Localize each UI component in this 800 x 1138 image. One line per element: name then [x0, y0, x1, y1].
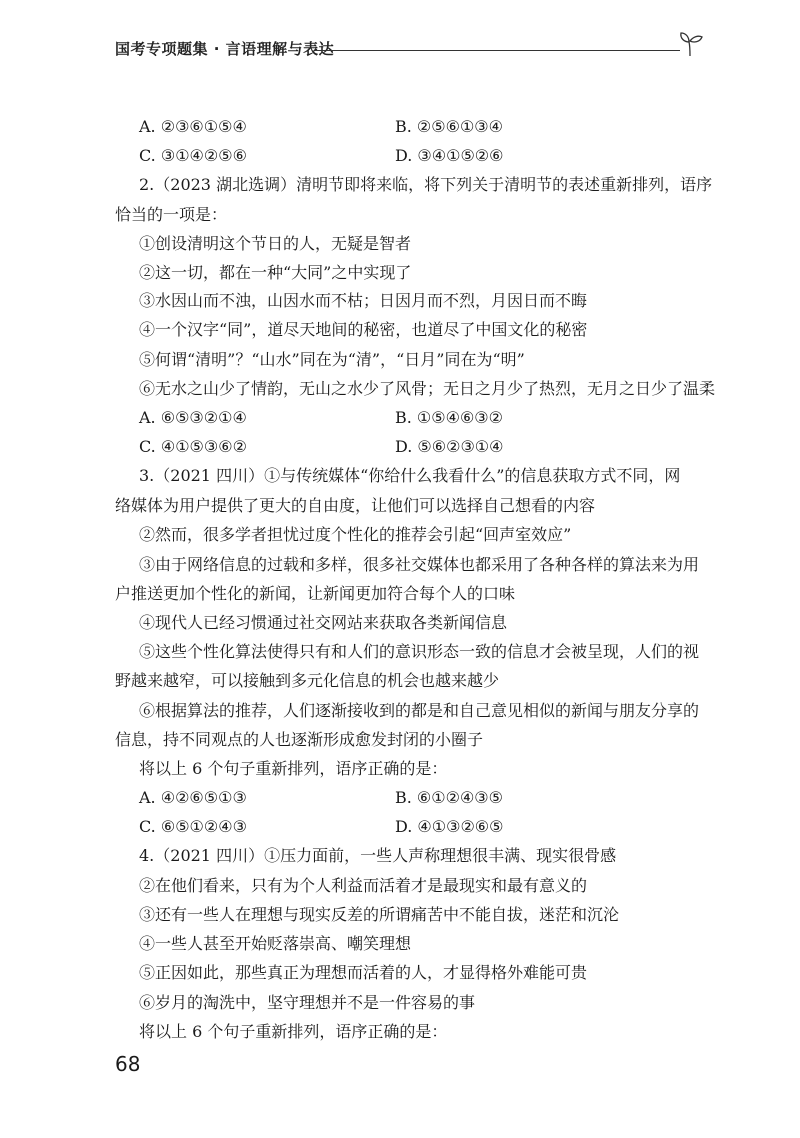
q3-sentence-4: ④现代人已经习惯通过社交网站来获取各类新闻信息 [139, 613, 508, 632]
q2-sentence-3: ③水因山而不浊，山因水而不枯；日因月而不烈，月因日而不晦 [139, 291, 588, 310]
q3-prompt: 将以上 6 个句子重新排列，语序正确的是： [139, 759, 448, 778]
page-number: 68 [115, 1052, 141, 1076]
q2-option-a: A. ⑥⑤③②①④ [139, 408, 247, 427]
q3-stem-line-2: 络媒体为用户提供了更大的自由度，让他们可以选择自己想看的内容 [115, 496, 596, 515]
q2-stem-line-1: 2.（2023 湖北选调）清明节即将来临，将下列关于清明节的表述重新排列，语序 [139, 175, 713, 194]
q4-prompt: 将以上 6 个句子重新排列，语序正确的是： [139, 1022, 448, 1041]
q4-sentence-4: ④一些人甚至开始贬落崇高、嘲笑理想 [139, 934, 412, 953]
q1-option-b: B. ②⑤⑥①③④ [395, 117, 503, 136]
q4-sentence-6: ⑥岁月的淘洗中，坚守理想并不是一件容易的事 [139, 993, 476, 1012]
q3-option-d: D. ④①③②⑥⑤ [395, 817, 504, 836]
q3-stem-line-1: 3.（2021 四川）①与传统媒体“你给什么我看什么”的信息获取方式不同，网 [139, 466, 681, 485]
q2-option-c: C. ④①⑤③⑥② [139, 437, 247, 456]
q4-sentence-2: ②在他们看来，只有为个人利益而活着才是最现实和最有意义的 [139, 876, 588, 895]
q2-option-d: D. ⑤⑥②③①④ [395, 437, 504, 456]
q4-stem-line-1: 4.（2021 四川）①压力面前，一些人声称理想很丰满、现实很骨感 [139, 846, 617, 865]
q3-sentence-3-line-1: ③由于网络信息的过载和多样，很多社交媒体也都采用了各种各样的算法来为用 [139, 555, 700, 574]
header-title: 国考专项题集 · 言语理解与表达 [115, 40, 335, 58]
q2-sentence-4: ④一个汉字“同”，道尽天地间的秘密，也道尽了中国文化的秘密 [139, 320, 588, 339]
q3-sentence-5-line-2: 野越来越窄，可以接触到多元化信息的机会也越来越少 [115, 671, 500, 690]
q3-sentence-5-line-1: ⑤这些个性化算法使得只有和人们的意识形态一致的信息才会被呈现，人们的视 [139, 642, 700, 661]
q3-sentence-2: ②然而，很多学者担忧过度个性化的推荐会引起“回声室效应” [139, 525, 572, 544]
q2-sentence-1: ①创设清明这个节日的人，无疑是智者 [139, 234, 412, 253]
q1-option-a: A. ②③⑥①⑤④ [139, 117, 247, 136]
q2-sentence-6: ⑥无水之山少了情韵，无山之水少了风骨；无日之月少了热烈，无月之日少了温柔 [139, 379, 716, 398]
q3-sentence-6-line-1: ⑥根据算法的推荐，人们逐渐接收到的都是和自己意见相似的新闻与朋友分享的 [139, 701, 700, 720]
q3-option-c: C. ⑥⑤①②④③ [139, 817, 247, 836]
q2-sentence-2: ②这一切，都在一种“大同”之中实现了 [139, 263, 412, 282]
q4-sentence-5: ⑤正因如此，那些真正为理想而活着的人，才显得格外难能可贵 [139, 963, 588, 982]
q1-option-d: D. ③④①⑤②⑥ [395, 146, 504, 165]
q2-option-b: B. ①⑤④⑥③② [395, 408, 503, 427]
q2-stem-line-2: 恰当的一项是： [115, 205, 228, 224]
q2-sentence-5: ⑤何谓“清明”？“山水”同在为“清”，“日月”同在为“明” [139, 350, 525, 369]
q3-sentence-6-line-2: 信息，持不同观点的人也逐渐形成愈发封闭的小圈子 [115, 730, 484, 749]
q4-sentence-3: ③还有一些人在理想与现实反差的所谓痛苦中不能自拔，迷茫和沉沦 [139, 905, 620, 924]
q3-option-b: B. ⑥①②④③⑤ [395, 788, 503, 807]
q3-sentence-3-line-2: 户推送更加个性化的新闻，让新闻更加符合每个人的口味 [115, 584, 516, 603]
q3-option-a: A. ④②⑥⑤①③ [139, 788, 247, 807]
q1-option-c: C. ③①④②⑤⑥ [139, 146, 247, 165]
